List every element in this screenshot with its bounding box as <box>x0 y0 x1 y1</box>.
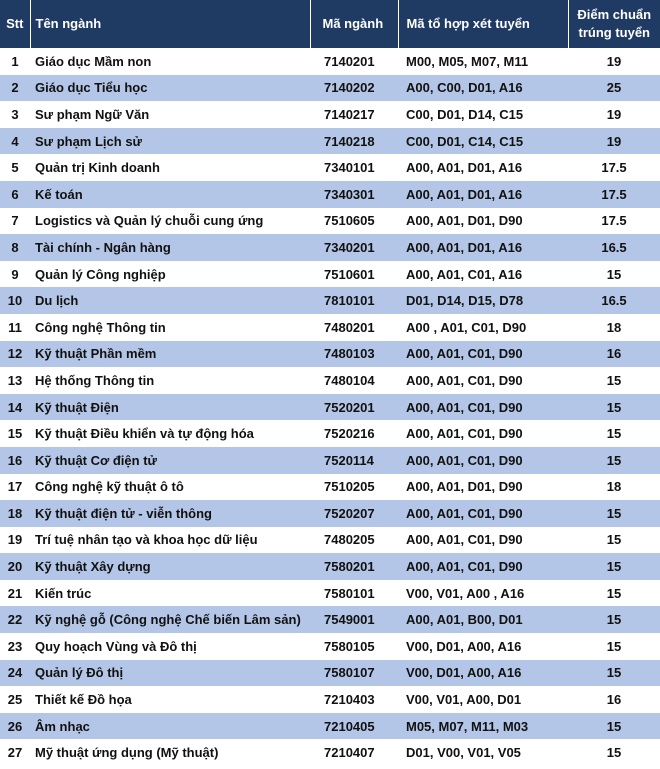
major-name: Kỹ thuật Cơ điện tử <box>35 452 157 468</box>
table-row <box>0 447 660 474</box>
subject-combination: A00, A01, C01, D90 <box>406 505 523 521</box>
major-name: Kỹ thuật Phần mềm <box>35 346 157 362</box>
subject-combination: D01, V00, V01, V05 <box>406 745 521 761</box>
cutoff-score: 17.5 <box>601 186 627 202</box>
major-code: 7580101 <box>324 585 375 601</box>
cutoff-score: 16 <box>606 692 622 708</box>
subject-combination: A00, A01, D01, A16 <box>406 160 523 176</box>
major-code: 7340301 <box>324 186 375 202</box>
major-name: Kỹ thuật điện tử - viễn thông <box>35 505 212 521</box>
cutoff-score: 15 <box>606 532 622 548</box>
cutoff-score: 15 <box>606 638 622 654</box>
major-code: 7140217 <box>324 106 375 122</box>
row-stt: 21 <box>7 585 23 601</box>
table-row <box>0 580 660 607</box>
table-row <box>0 527 660 554</box>
major-name: Du lịch <box>35 293 79 309</box>
major-code: 7210407 <box>324 745 375 761</box>
major-code: 7520207 <box>324 505 375 521</box>
row-stt: 6 <box>11 186 19 202</box>
major-name: Quản lý Công nghiệp <box>35 266 166 282</box>
cutoff-score: 15 <box>606 426 622 442</box>
subject-combination: A00, A01, D01, A16 <box>406 186 523 202</box>
major-name: Giáo dục Mầm non <box>35 53 152 69</box>
subject-combination: A00, A01, D01, A16 <box>406 239 523 255</box>
row-stt: 20 <box>7 559 23 575</box>
row-stt: 1 <box>11 53 19 69</box>
table-row <box>0 686 660 713</box>
major-code: 7810101 <box>324 293 375 309</box>
major-code: 7520216 <box>324 426 375 442</box>
table-row <box>0 394 660 421</box>
header-score-line2: trúng tuyển <box>578 25 650 40</box>
major-name: Thiết kế Đồ họa <box>35 692 132 708</box>
cutoff-score: 15 <box>606 452 622 468</box>
major-name: Công nghệ Thông tin <box>35 319 166 335</box>
subject-combination: A00, A01, C01, D90 <box>406 399 523 415</box>
table-row <box>0 314 660 341</box>
row-stt: 3 <box>11 106 19 122</box>
subject-combination: A00, A01, D01, D90 <box>406 213 523 229</box>
major-name: Kế toán <box>35 186 83 202</box>
row-stt: 18 <box>7 505 23 521</box>
major-code: 7140202 <box>324 80 375 96</box>
header-score-line1: Điểm chuẩn <box>577 7 652 22</box>
cutoff-score: 18 <box>606 319 622 335</box>
major-name: Quản lý Đô thị <box>35 665 124 681</box>
row-stt: 2 <box>11 80 19 96</box>
row-stt: 26 <box>7 718 23 734</box>
cutoff-score: 17.5 <box>601 213 627 229</box>
subject-combination: A00, A01, C01, D90 <box>406 559 523 575</box>
subject-combination: A00, C00, D01, A16 <box>406 80 523 96</box>
major-name: Âm nhạc <box>35 718 90 734</box>
subject-combination: M05, M07, M11, M03 <box>406 718 529 734</box>
cutoff-score: 15 <box>606 372 622 388</box>
major-name: Tài chính - Ngân hàng <box>35 239 171 255</box>
subject-combination: M00, M05, M07, M11 <box>406 53 529 69</box>
cutoff-score: 18 <box>606 479 622 495</box>
row-stt: 17 <box>7 479 23 495</box>
table-row <box>0 48 660 75</box>
cutoff-score: 15 <box>606 399 622 415</box>
major-name: Công nghệ kỹ thuật ô tô <box>35 479 184 495</box>
row-stt: 24 <box>7 665 23 681</box>
table-header <box>0 0 660 48</box>
cutoff-score: 15 <box>606 718 622 734</box>
subject-combination: A00, A01, D01, D90 <box>406 479 523 495</box>
subject-combination: C00, D01, C14, C15 <box>406 133 524 149</box>
subject-combination: A00, A01, C01, A16 <box>406 266 523 282</box>
table-row <box>0 101 660 128</box>
table-row <box>0 713 660 740</box>
cutoff-score: 19 <box>606 106 622 122</box>
row-stt: 5 <box>11 160 19 176</box>
major-name: Kỹ thuật Điện <box>35 399 119 415</box>
major-code: 7210403 <box>324 692 375 708</box>
row-stt: 15 <box>7 426 23 442</box>
header-subject-combination: Mã tổ hợp xét tuyển <box>398 0 568 48</box>
table-row <box>0 75 660 102</box>
header-row <box>0 0 660 48</box>
major-name: Quản trị Kinh doanh <box>35 160 160 176</box>
header-cutoff-score <box>568 0 660 48</box>
major-code: 7549001 <box>324 612 375 628</box>
table-row <box>0 500 660 527</box>
table-row <box>0 181 660 208</box>
cutoff-score: 16.5 <box>601 293 627 309</box>
cutoff-score: 15 <box>606 585 622 601</box>
table-row <box>0 234 660 261</box>
row-stt: 7 <box>11 213 19 229</box>
major-code: 7480201 <box>324 319 375 335</box>
major-code: 7340201 <box>324 239 375 255</box>
major-code: 7580107 <box>324 665 375 681</box>
row-stt: 13 <box>7 372 23 388</box>
major-code: 7480103 <box>324 346 375 362</box>
table-row <box>0 341 660 368</box>
major-name: Kỹ nghệ gỗ (Công nghệ Chế biến Lâm sản) <box>35 612 301 628</box>
major-code: 7510205 <box>324 479 375 495</box>
row-stt: 23 <box>7 638 23 654</box>
subject-combination: A00 , A01, C01, D90 <box>406 319 527 335</box>
row-stt: 16 <box>7 452 23 468</box>
cutoff-score: 19 <box>606 133 622 149</box>
major-code: 7140201 <box>324 53 375 69</box>
cutoff-score: 16 <box>606 346 622 362</box>
major-name: Trí tuệ nhân tạo và khoa học dữ liệu <box>35 532 258 548</box>
cutoff-score: 25 <box>606 80 622 96</box>
subject-combination: C00, D01, D14, C15 <box>406 106 524 122</box>
major-code: 7580201 <box>324 559 375 575</box>
cutoff-score: 19 <box>606 53 622 69</box>
cutoff-score: 15 <box>606 505 622 521</box>
subject-combination: V00, V01, A00, D01 <box>406 692 522 708</box>
subject-combination: A00, A01, C01, D90 <box>406 372 523 388</box>
table-row <box>0 154 660 181</box>
subject-combination: A00, A01, C01, D90 <box>406 452 523 468</box>
major-code: 7210405 <box>324 718 375 734</box>
cutoff-score: 17.5 <box>601 160 627 176</box>
row-stt: 22 <box>7 612 23 628</box>
header-major-code: Mã ngành <box>310 0 398 48</box>
cutoff-score: 15 <box>606 665 622 681</box>
subject-combination: V00, D01, A00, A16 <box>406 665 522 681</box>
table-body <box>0 48 660 766</box>
row-stt: 10 <box>7 293 23 309</box>
subject-combination: D01, D14, D15, D78 <box>406 293 524 309</box>
cutoff-score: 15 <box>606 612 622 628</box>
row-stt: 27 <box>7 745 23 761</box>
major-code: 7510601 <box>324 266 375 282</box>
table-row <box>0 739 660 766</box>
table-row <box>0 633 660 660</box>
table-row <box>0 553 660 580</box>
row-stt: 11 <box>8 319 22 335</box>
table-row <box>0 287 660 314</box>
subject-combination: A00, A01, C01, D90 <box>406 346 523 362</box>
subject-combination: V00, V01, A00 , A16 <box>406 585 525 601</box>
major-name: Giáo dục Tiểu học <box>35 80 148 96</box>
major-name: Hệ thống Thông tin <box>35 372 155 388</box>
subject-combination: A00, A01, B00, D01 <box>406 612 523 628</box>
major-code: 7580105 <box>324 638 375 654</box>
subject-combination: V00, D01, A00, A16 <box>406 638 522 654</box>
table-row <box>0 606 660 633</box>
major-name: Kỹ thuật Xây dựng <box>35 559 151 575</box>
major-name: Sư phạm Lịch sử <box>35 133 142 149</box>
major-name: Mỹ thuật ứng dụng (Mỹ thuật) <box>35 745 219 761</box>
subject-combination: A00, A01, C01, D90 <box>406 426 523 442</box>
cutoff-score: 15 <box>606 559 622 575</box>
table-row <box>0 208 660 235</box>
table-row <box>0 420 660 447</box>
table-row <box>0 367 660 394</box>
major-name: Kiến trúc <box>35 585 92 601</box>
major-code: 7340101 <box>324 160 375 176</box>
major-code: 7510605 <box>324 213 375 229</box>
row-stt: 25 <box>7 692 23 708</box>
major-code: 7480205 <box>324 532 375 548</box>
major-code: 7520201 <box>324 399 375 415</box>
major-code: 7480104 <box>324 372 375 388</box>
table-row <box>0 474 660 501</box>
major-name: Sư phạm Ngữ Văn <box>35 106 150 122</box>
row-stt: 9 <box>11 266 19 282</box>
table-row <box>0 128 660 155</box>
row-stt: 12 <box>7 346 23 362</box>
cutoff-score: 15 <box>606 266 622 282</box>
major-name: Logistics và Quản lý chuỗi cung ứng <box>35 213 264 229</box>
row-stt: 19 <box>7 532 23 548</box>
table-row <box>0 660 660 687</box>
row-stt: 8 <box>11 239 19 255</box>
header-major-name: Tên ngành <box>30 0 310 48</box>
subject-combination: A00, A01, C01, D90 <box>406 532 523 548</box>
table-row <box>0 261 660 288</box>
cutoff-score: 16.5 <box>601 239 627 255</box>
major-code: 7520114 <box>324 452 374 468</box>
major-name: Quy hoạch Vùng và Đô thị <box>35 638 197 654</box>
header-stt: Stt <box>0 0 30 48</box>
row-stt: 14 <box>7 399 23 415</box>
cutoff-score: 15 <box>606 745 622 761</box>
row-stt: 4 <box>11 133 19 149</box>
major-name: Kỹ thuật Điều khiển và tự động hóa <box>35 426 254 442</box>
major-code: 7140218 <box>324 133 375 149</box>
